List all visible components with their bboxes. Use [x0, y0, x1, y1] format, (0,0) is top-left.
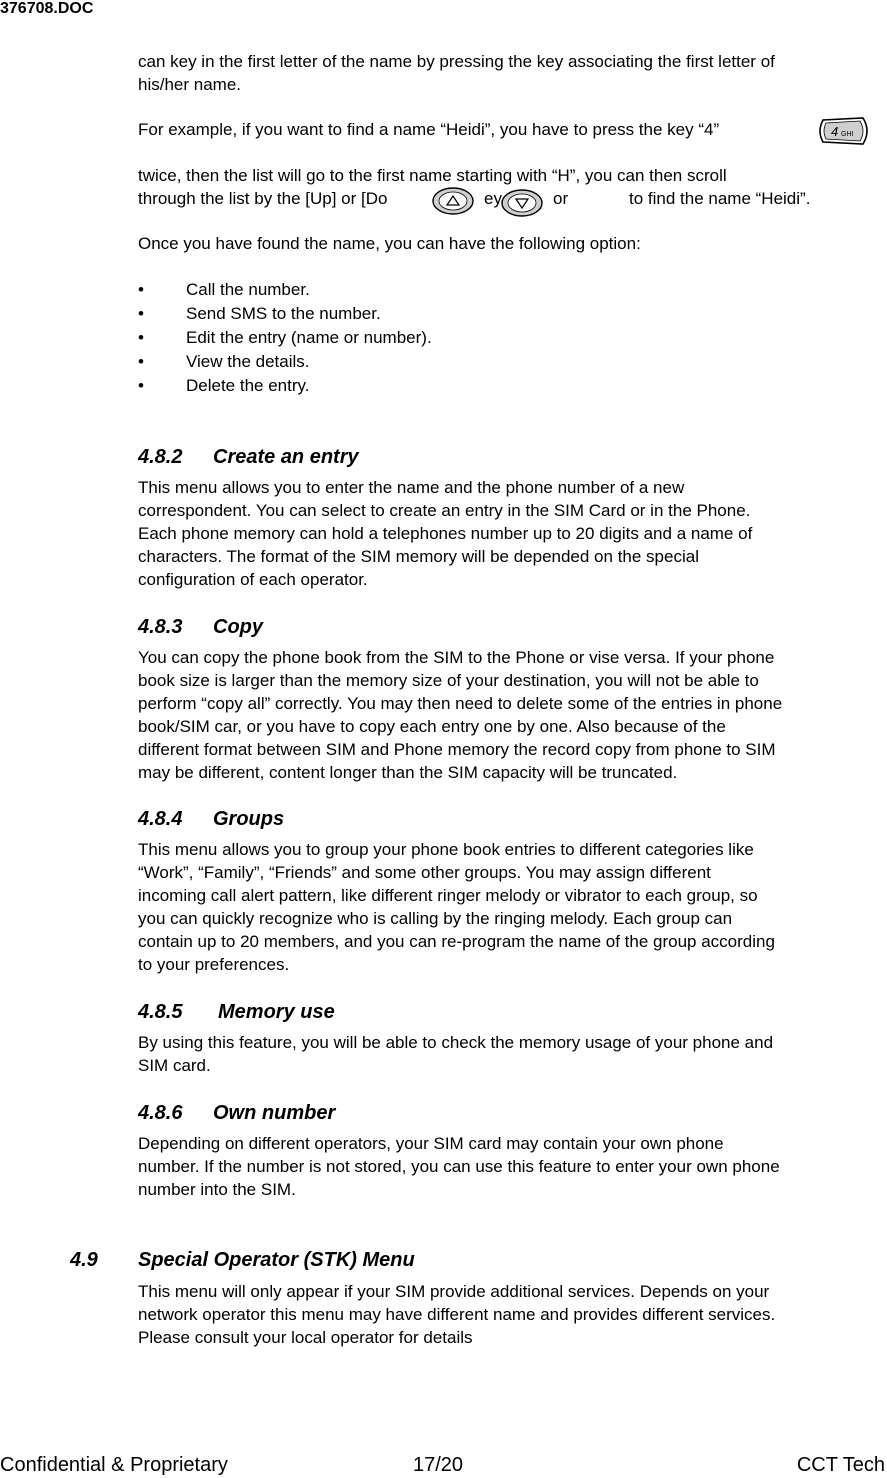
paragraph-line: network operator this menu may have different name and provides different services.: [138, 1305, 776, 1324]
bullet-icon: •: [138, 280, 144, 299]
paragraph-line: book size is larger than the memory size of your destination, you will not be able to: [138, 671, 759, 690]
paragraph-line: Depending on different operators, your SIM card may contain your own phone: [138, 1134, 724, 1153]
example-text: For example, if you want to find a name “Heidi”, you have to press the key “4”: [138, 120, 720, 139]
paragraph-line: number. If the number is not stored, you can use this feature to enter your own phone: [138, 1157, 780, 1176]
paragraph-line: different format between SIM and Phone memory the record copy from phone to SIM: [138, 740, 776, 759]
page-number: 17/20: [413, 1454, 464, 1476]
paragraph-line: characters. The format of the SIM memory will be depended on the special: [138, 547, 699, 566]
paragraph-line: This menu will only appear if your SIM provide additional services. Depends on your: [138, 1282, 770, 1301]
section-title: Create an entry: [213, 446, 359, 468]
up-key-icon: [431, 186, 475, 216]
paragraph-line: This menu allows you to group your phone book entries to different categories like: [138, 840, 754, 859]
paragraph-line: book/SIM car, or you have to copy each entry one by one. Also because of the: [138, 717, 726, 736]
paragraph-line: “Work”, “Family”, “Friends” and some other groups. You may assign different: [138, 863, 711, 882]
section-title: Copy: [213, 616, 263, 638]
paragraph-line: correspondent. You can select to create an entry in the SIM Card or in the Phone.: [138, 501, 751, 520]
section-title: Groups: [213, 808, 285, 830]
section-heading-4-8-6: [138, 1101, 335, 1125]
intro-line-4-part-c: or: [553, 189, 569, 208]
paragraph-line: configuration of each operator.: [138, 570, 368, 589]
footer-left: Confidential & Proprietary: [0, 1454, 228, 1476]
section-heading-4-8-2: [138, 445, 359, 469]
intro-line-1: can key in the first letter of the name by pressing the key associating the first letter of: [138, 52, 775, 71]
intro-line-4: [138, 187, 387, 210]
section-number: 4.8.5: [138, 1001, 183, 1023]
paragraph-line: By using this feature, you will be able to check the memory usage of your phone and: [138, 1033, 774, 1052]
section-heading-4-8-5: [138, 1000, 335, 1024]
down-key-icon: [500, 188, 544, 218]
paragraph-line: SIM card.: [138, 1056, 211, 1075]
section-heading-4-8-3: [138, 615, 263, 639]
section-number: 4.8.4: [138, 808, 183, 830]
key-4-label: 4: [831, 124, 839, 139]
section-number: 4.9: [70, 1249, 98, 1271]
section-number: 4.8.2: [138, 446, 183, 468]
paragraph-line: to your preferences.: [138, 955, 290, 974]
section-number: 4.8.3: [138, 616, 183, 638]
document-id: 376708.DOC: [0, 0, 94, 17]
paragraph-line: number into the SIM.: [138, 1180, 296, 1199]
intro-line-4-part-b: ey: [484, 189, 502, 208]
example-line: [138, 118, 719, 141]
options-intro: Once you have found the name, you can have the following option:: [138, 234, 641, 253]
bullet-icon: •: [138, 376, 144, 395]
section-heading-4-9: [70, 1248, 415, 1272]
intro-line-3: twice, then the list will go to the first name starting with “H”, you can then scroll: [138, 166, 727, 185]
bullet-icon: •: [138, 352, 144, 371]
paragraph-line: incoming call alert pattern, like different ringer melody or vibrator to each group, so: [138, 886, 758, 905]
paragraph-line: You can copy the phone book from the SIM to the Phone or vise versa. If your phone: [138, 648, 775, 667]
paragraph-line: This menu allows you to enter the name and the phone number of a new: [138, 478, 685, 497]
bullet-icon: •: [138, 304, 144, 323]
intro-line-2: his/her name.: [138, 75, 241, 94]
section-title: Memory use: [218, 1001, 335, 1023]
intro-line-4-part-d: to find the name “Heidi”.: [629, 189, 811, 208]
paragraph-line: Please consult your local operator for details: [138, 1328, 473, 1347]
intro-line-4-part-a: through the list by the [Up] or [Do: [138, 189, 388, 208]
section-number: 4.8.6: [138, 1102, 183, 1124]
key-4-letters: GHI: [841, 131, 854, 138]
paragraph-line: may be different, content longer than the SIM capacity will be truncated.: [138, 763, 678, 782]
section-title: Special Operator (STK) Menu: [138, 1249, 415, 1271]
section-heading-4-8-4: [138, 807, 284, 831]
section-title: Own number: [213, 1102, 336, 1124]
paragraph-line: Each phone memory can hold a telephones number up to 20 digits and a name of: [138, 524, 753, 543]
paragraph-line: perform “copy all” correctly. You may then need to delete some of the entries in phone: [138, 694, 783, 713]
bullet-icon: •: [138, 328, 144, 347]
footer-right: CCT Tech: [796, 1454, 885, 1476]
paragraph-line: contain up to 20 members, and you can re-program the name of the group according: [138, 932, 775, 951]
key-4-icon: [815, 116, 873, 146]
paragraph-line: you can quickly recognize who is calling by the ringing melody. Each group can: [138, 909, 733, 928]
